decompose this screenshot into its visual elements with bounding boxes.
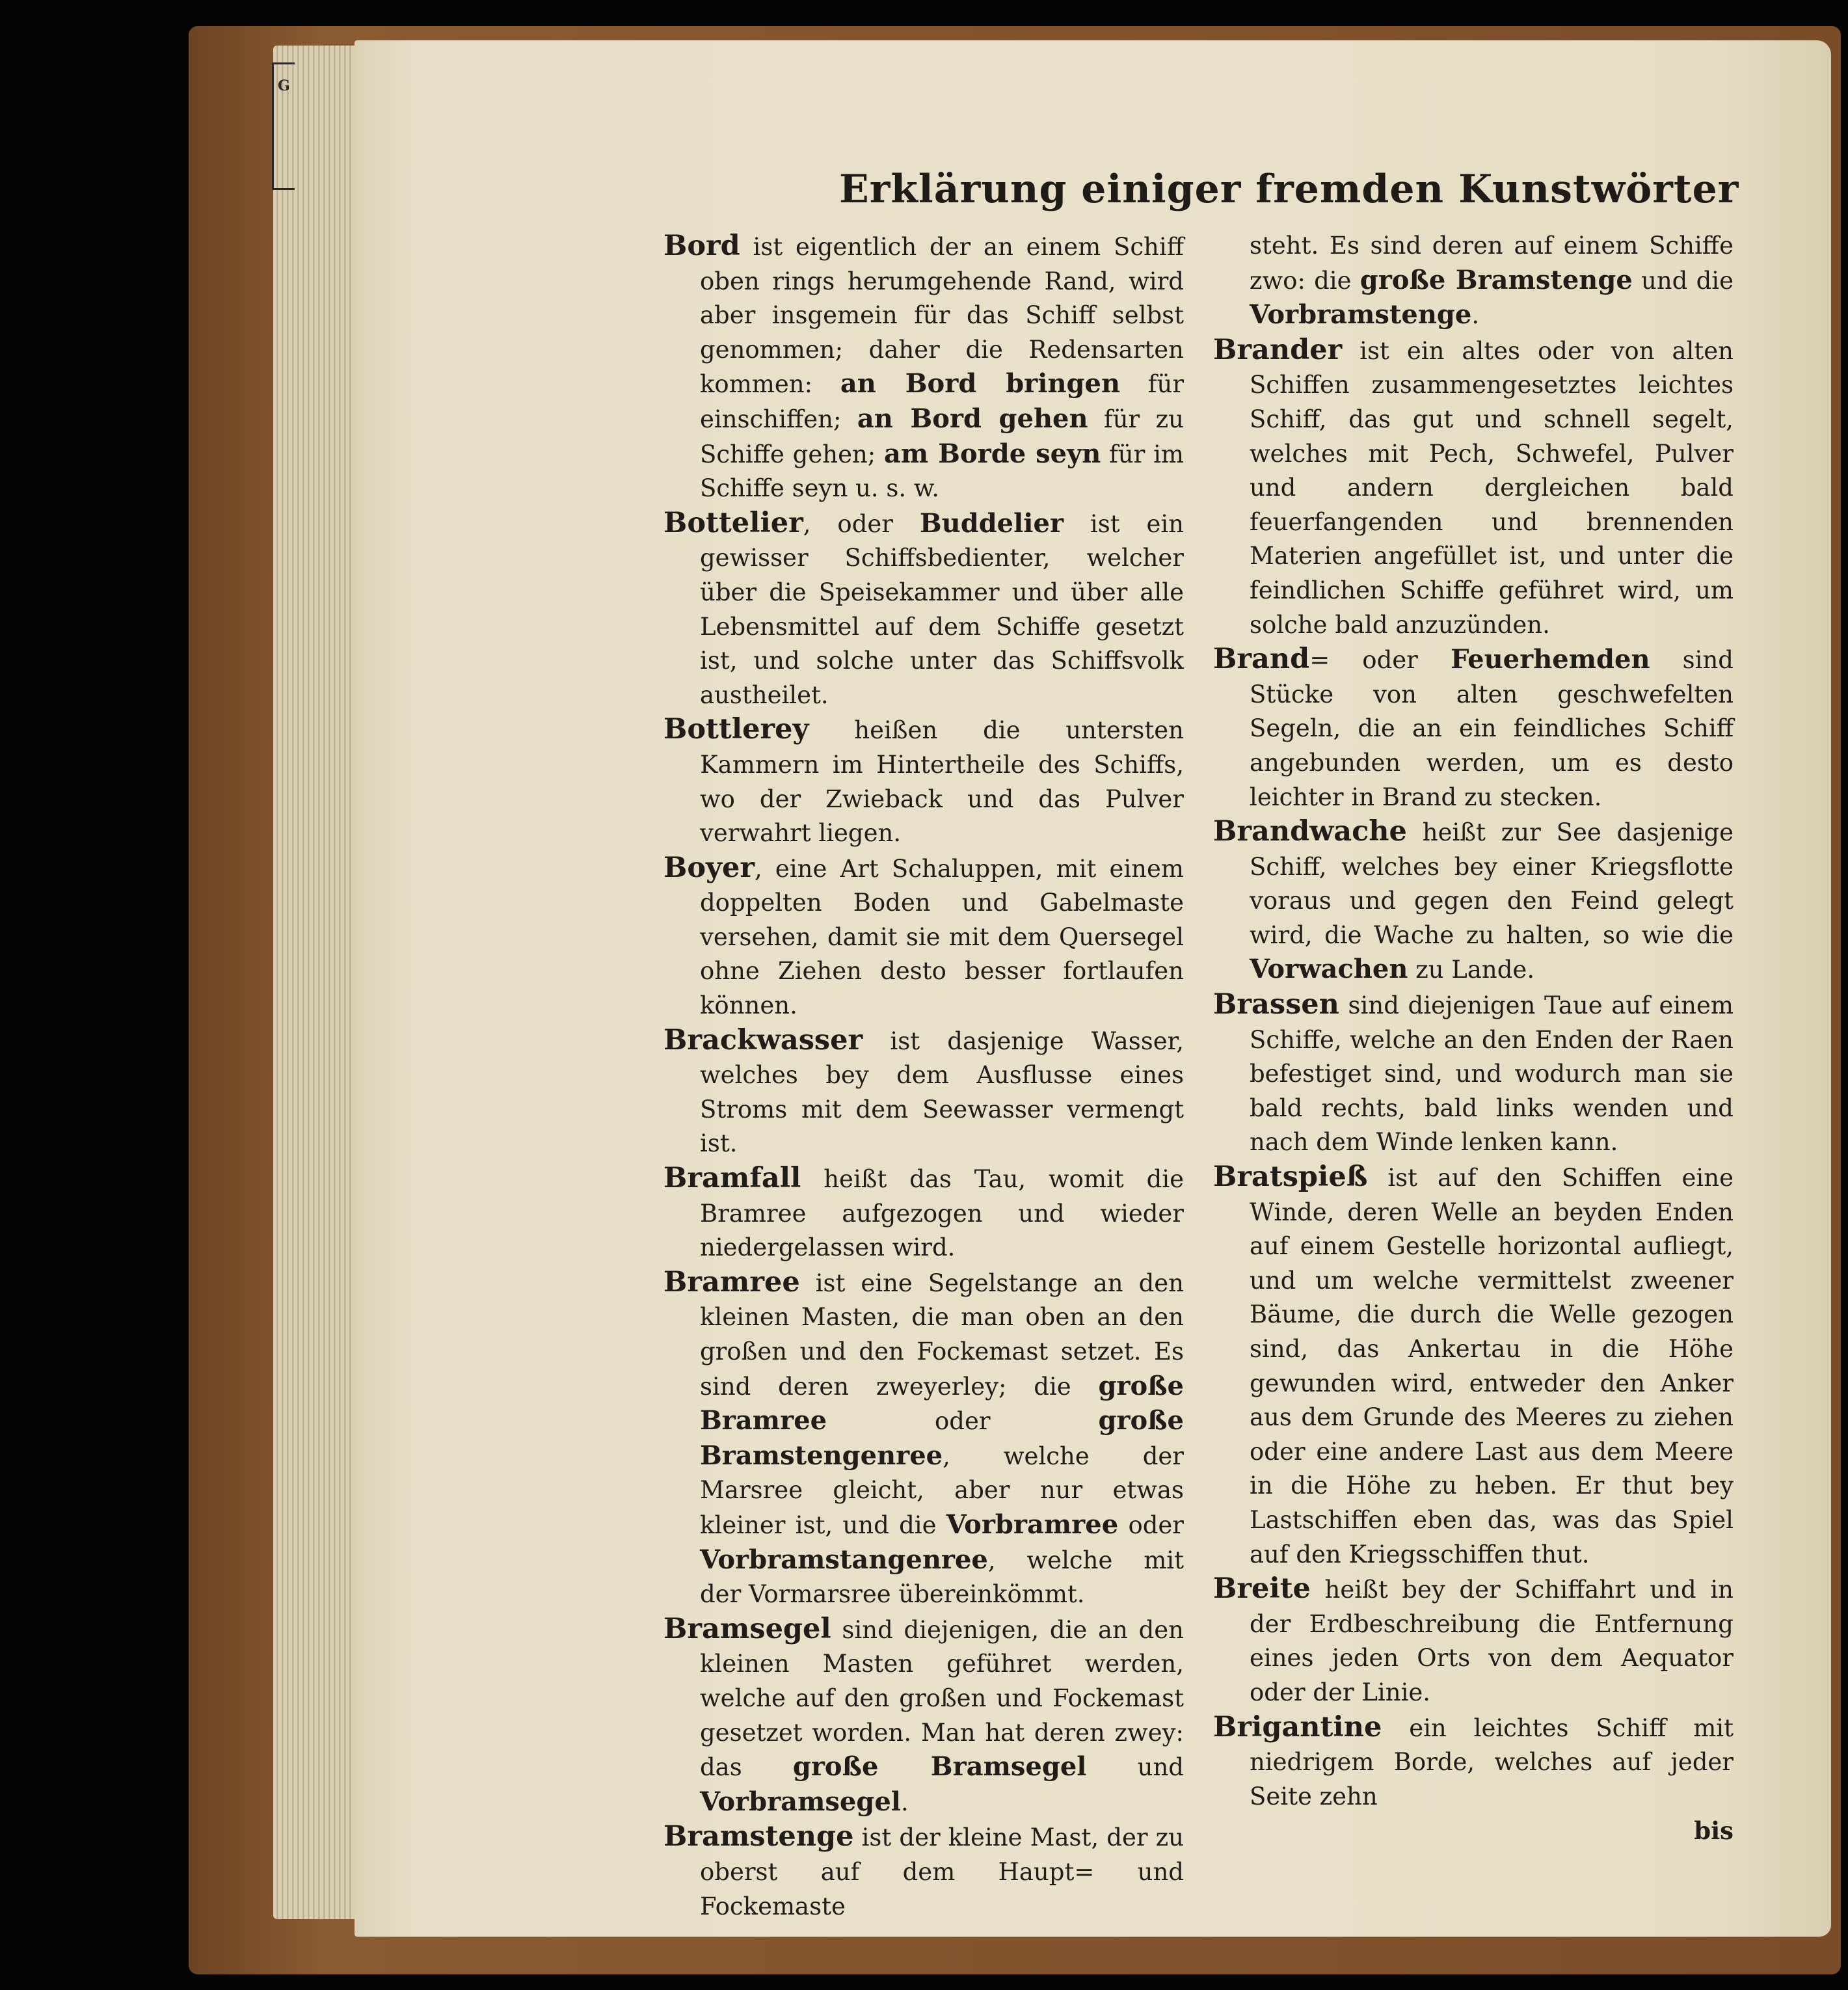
glossary-entry [663, 1612, 1184, 1820]
entry-text: heißt das Tau, womit die Bramree aufgezogen und wieder niedergelassen wird. [700, 1165, 1184, 1262]
entry-text: , welche mit der Vormarsree übereinkömmt. [700, 1546, 1184, 1609]
entry-text: , oder [803, 509, 920, 538]
glossary-entry [1213, 333, 1734, 642]
entry-headword: Breite [1213, 1572, 1311, 1606]
entry-headword: Bratspieß [1213, 1161, 1368, 1194]
bold-term: große Bramstengenree [700, 1405, 1184, 1471]
glossary-entry [663, 229, 1184, 506]
entry-headword: Bramstenge [663, 1820, 854, 1853]
page-title: Erklärung einiger fremden Kunstwörter [839, 167, 1739, 212]
bold-term: Vorbramree [946, 1509, 1119, 1540]
glossary-entry [663, 506, 1184, 713]
signature-letter: G [278, 77, 290, 94]
bold-term: an Bord bringen [840, 368, 1121, 399]
left-column [663, 229, 1184, 1924]
glossary-entry [663, 1265, 1184, 1612]
entry-text: heißt zur See dasjenige Schiff, welches bey einer Kriegsflotte voraus und gegen den Feind gelegt wird, die Wache zu halten, so wie die [1250, 818, 1734, 949]
bold-term: große Bramstenge [1359, 264, 1633, 295]
entry-text: ist dasjenige Wasser, welches bey dem Ausflusse eines Stroms mit dem Seewasser vermengt ist. [700, 1027, 1184, 1158]
entry-text: , welche der Marsree gleicht, aber nur etwas kleiner ist, und die [700, 1442, 1184, 1539]
entry-text: heißt bey der Schiffahrt und in der Erdbeschreibung die Entfernung eines jeden Orts von dem Aequator oder der Linie. [1250, 1576, 1734, 1706]
entry-headword: Bramree [663, 1265, 800, 1298]
right-column [1213, 229, 1734, 1848]
glossary-entry [1213, 1710, 1734, 1814]
entry-headword: Bottelier [663, 506, 803, 539]
bold-term: Feuerhemden [1450, 644, 1650, 675]
bold-term: Vorbramsegel [700, 1786, 901, 1817]
entry-text: steht. Es sind deren auf einem Schiffe zwo: die [1250, 232, 1734, 295]
glossary-entry [663, 1023, 1184, 1161]
bold-term: Vorbramstangenree [700, 1544, 988, 1575]
entry-text: . [1471, 301, 1480, 330]
glossary-entry [1213, 1572, 1734, 1710]
page-edges [273, 46, 364, 1919]
entry-text: für im Schiffe seyn u. s. w. [700, 440, 1184, 503]
glossary-entry [1213, 642, 1734, 814]
entry-text: für einschiffen; [700, 370, 1184, 433]
entry-headword: Brander [1213, 333, 1343, 366]
entry-headword: Bottlerey [663, 713, 809, 746]
entry-text: und die [1632, 266, 1734, 295]
entry-text: = oder [1309, 646, 1451, 675]
glossary-entry [663, 1161, 1184, 1265]
bold-term: Buddelier [919, 507, 1064, 539]
entry-text: sind Stücke von alten geschwefelten Segeln, die an ein feindliches Schiff angebunden werden, um es desto leichter in Brand zu stecken. [1250, 646, 1734, 811]
entry-text: ist auf den Schiffen eine Winde, deren Welle an beyden Enden auf einem Gestelle horizontal aufliegt, und um welche vermittelst zweener Bäume, die durch die Welle gezogen sind, das Ankertau in die Höhe gewunden wird, entweder den Anker aus dem Grunde des Meeres zu ziehen oder eine andere Last aus dem Meere in die Höhe zu heben. Er thut bey Lastschiffen eben das, was das Spiel auf den Kriegsschiffen thut. [1250, 1164, 1734, 1568]
entry-headword: Bord [663, 230, 740, 262]
entry-headword: Boyer [663, 851, 755, 884]
bold-term: große Bramsegel [792, 1751, 1087, 1782]
bold-term: große Bramree [700, 1370, 1184, 1436]
entry-text: ein leichtes Schiff mit niedrigem Borde, welches auf jeder Seite zehn [1250, 1714, 1734, 1810]
signature-mark [272, 62, 295, 190]
entry-text: . [900, 1788, 909, 1816]
entry-headword: Brassen [1213, 988, 1339, 1021]
glossary-entry [663, 1820, 1184, 1924]
entry-headword: Brackwasser [663, 1023, 863, 1056]
entry-text: heißen die untersten Kammern im Hintertheile des Schiffs, wo der Zwieback und das Pulver verwahrt liegen. [700, 716, 1184, 848]
entry-headword: Brandwache [1213, 815, 1407, 848]
catchword: bis [1694, 1816, 1734, 1846]
glossary-entry [1213, 1160, 1734, 1572]
bold-term: Vorwachen [1250, 954, 1408, 985]
entry-text: zu Lande. [1408, 956, 1535, 984]
bold-term: am Borde seyn [884, 438, 1101, 469]
entry-text: und [1086, 1753, 1184, 1782]
entry-text: sind diejenigen, die an den kleinen Masten geführet werden, welche auf den großen und Fockemast gesetzet worden. Man hat deren zwey: das [700, 1615, 1184, 1782]
entry-headword: Bramfall [663, 1162, 801, 1195]
glossary-entry [663, 712, 1184, 850]
entry-text: für zu Schiffe gehen; [700, 405, 1184, 468]
glossary-entry [1213, 814, 1734, 988]
entry-headword: Brand [1213, 643, 1310, 676]
bold-term: Vorbramstenge [1250, 299, 1472, 330]
entry-text: ist eigentlich der an einem Schiff oben rings herumgehende Rand, wird aber insgemein für das Schiff selbst genommen; daher die Redensarten kommen: [700, 233, 1184, 399]
entry-text: ist ein altes oder von alten Schiffen zusammengesetztes leichtes Schiff, das gut und schnell segelt, welches mit Pech, Schwefel, Pulver und andern dergleichen bald feuerfangenden und brennenden Materien angefüllet ist, und unter die feindlichen Schiffe geführet wird, um solche bald anzuzünden. [1250, 336, 1734, 639]
entry-headword: Brigantine [1213, 1710, 1382, 1743]
glossary-entry [1213, 988, 1734, 1160]
entry-headword: Bramsegel [663, 1612, 831, 1645]
glossary-entry [663, 851, 1184, 1023]
continued-entry [1213, 229, 1734, 333]
entry-text: ist der kleine Mast, der zu oberst auf dem Haupt= und Fockemaste [700, 1823, 1184, 1920]
bold-term: an Bord gehen [857, 403, 1088, 434]
entry-text: ist ein gewisser Schiffsbedienter, welcher über die Speisekammer und über alle Lebensmittel auf dem Schiffe gesetzt ist, und solche unter das Schiffsvolk austheilet. [700, 509, 1184, 709]
entry-text: , eine Art Schaluppen, mit einem doppelten Boden und Gabelmaste versehen, damit sie mit dem Quersegel ohne Ziehen desto besser fortlaufen können. [700, 854, 1184, 1020]
entry-text: sind diejenigen Taue auf einem Schiffe, welche an den Enden der Raen befestiget sind, und wodurch man sie bald rechts, bald links wenden und nach dem Winde lenken kann. [1250, 991, 1734, 1157]
entry-text: ist eine Segelstange an den kleinen Masten, die man oben an den großen und den Fockemast setzet. Es sind deren zweyerley; die [700, 1269, 1184, 1401]
entry-text: oder [1118, 1511, 1184, 1539]
entry-text: oder [827, 1407, 1099, 1436]
